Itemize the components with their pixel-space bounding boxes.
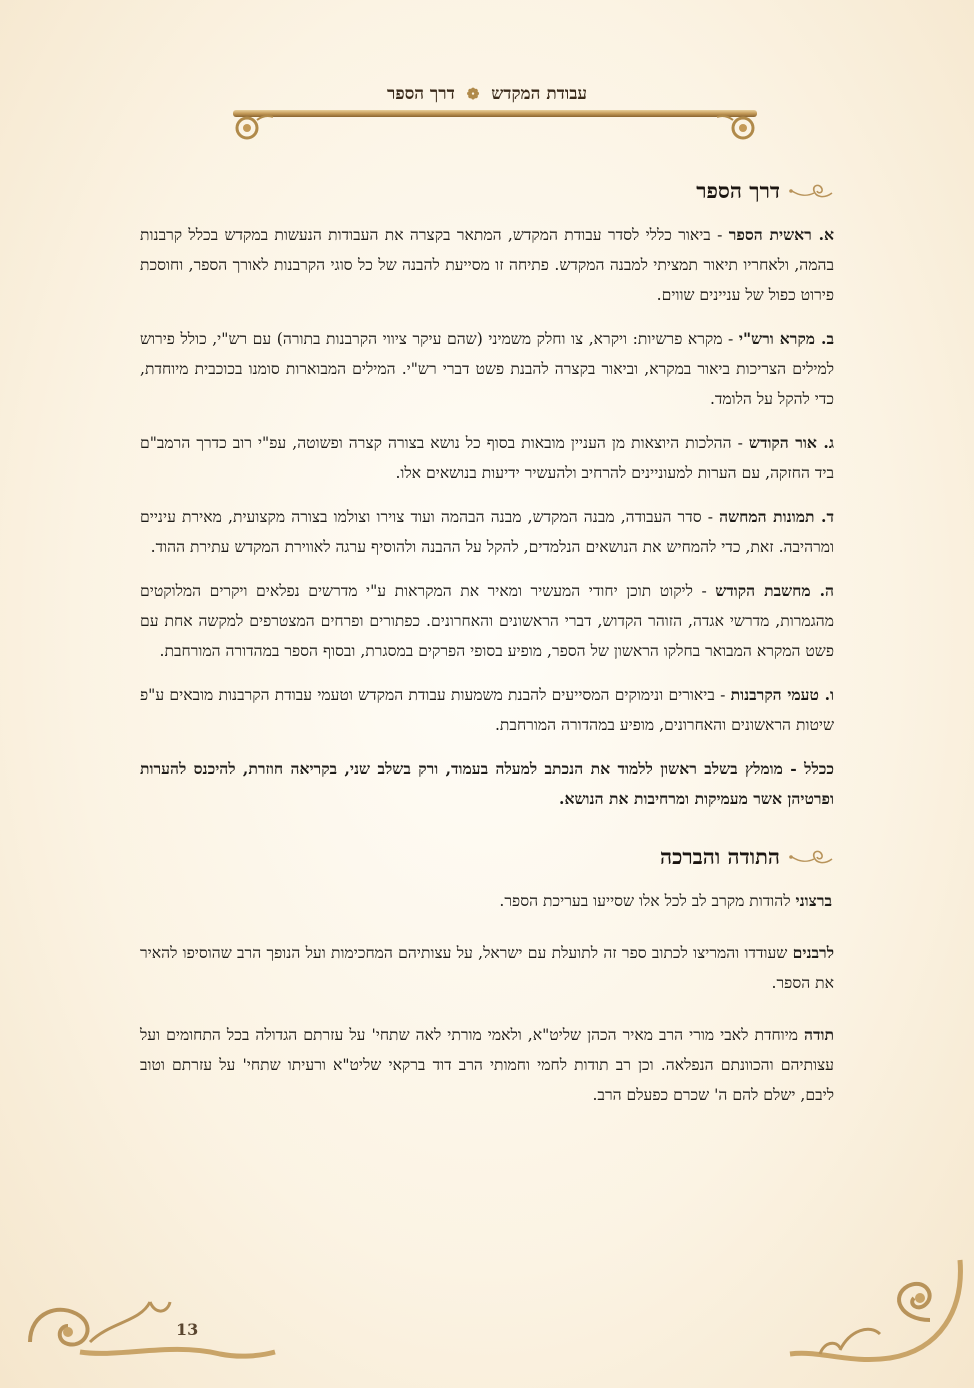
ack-paragraph-1: ברצוני להודות מקרב לב לכל אלו שסייעו בעריכת הספר. [499,891,832,910]
header-scroll-ornament-icon [225,106,765,142]
entry-f: ו. טעמי הקרבנות - ביאורים ונימוקים המסייעים להבנת משמעות עבודת המקדש וטעמי עבודת הקרבנות מובאים ע"פ שיטות הראשונים והאחרונים, מופיע במהדורה המורחבת. [140,685,834,734]
flourish-icon [788,181,834,201]
running-header [0,84,974,104]
entry-d: ד. תמונות המחשה - סדר העבודה, מבנה המקדש, מבנה הבהמה ועוד צוירו וצולמו בצורה מקצועית, מאירת עיניים ומרהיבה. זאת, כדי להמחיש את הנושאים הנלמדים, להקל על ההבנה ולהוסיף ערגה לאווירת המקדש עתירת ההוד. [140,507,834,556]
ack-paragraph-3: תודה מיוחדת לאבי מורי הרב מאיר הכהן שליט"א, ולאמי מורתי לאה שתחי' על עזרתם הגדולה בכל התחומים ועל עצותיהם והכוונתם הנפלאה. וכן רב תודות לחמי וחמותי הרב דוד ברקאי שליט"א ורעיתו שתחי' על עזרתם וטוב ליבם, ישלם להם ה' שכרם כפעלם הרב. [140,1025,834,1104]
section-heading-thanks [140,844,834,870]
entry-e: ה. מחשבת הקודש - ליקוט תוכן יחודי המעשיר ומאיר את המקראות ע"י מדרשים נפלאים ויקרים המלוקטים מהגמרות, מדרשי אגדה, הזוהר הקדוש, דברי הראשונים והאחרונים. כפתורים ופרחים המצטרפים למקשה אחת עם פשט המקרא המבואר בחלקו הראשון של הספר, מופיע בסופי הפרקים במסגרת, ובסוף הספר במהדורה המורחבת. [140,581,835,660]
corner-ornament-right-icon [780,1250,970,1376]
section-heading-text: התודה והברכה [660,844,780,869]
entry-a: א. ראשית הספר - ביאור כללי לסדר עבודת המקדש, המתאר בקצרה את העבודות הנעשות במקדש בכלל קרבנות בהמה, ולאחריו תיאור תמציתי למבנה המקדש. פתיחה זו מסייעת להבנה של כל סוגי הקרבנות לאורך הספר, וחוסכת פירוט כפול של עניינים שווים. [140,225,835,304]
ack-paragraph-2: לרבנים שעודדו והמריצו לכתוב ספר זה לתועלת עם ישראל, על עצותיהם המחכימות ועל הנופך הרב שהוסיפו להאיר את הספר. [140,943,834,992]
entry-b: ב. מקרא ורש"י - מקרא פרשיות: ויקרא, צו וחלק משמיני (שהם עיקר ציווי הקרבנות בתורה) עם רש"י, כולל פירוש למילים הצריכות ביאור במקרא, וביאור בקצרה להבנת פשט דברי רש"י. המילים המבוארות סומנו בכוכבית מיוחדת, כדי להקל על הלומד. [140,329,835,408]
flourish-icon [788,847,834,867]
book-title: עבודת המקדש [491,84,588,104]
chapter-title: דרך הספר [386,84,455,104]
corner-ornament-left-icon [20,1282,280,1372]
summary-note: ככלל - מומלץ בשלב ראשון ללמוד את הנכתב למעלה בעמוד, ורק בשלב שני, בקריאה חוזרת, להיכנס להערות ופרטיהן אשר מעמיקות ומרחיבות את הנושא. [140,759,834,808]
page-content [140,178,834,1132]
page-number: 13 [176,1320,199,1339]
section-heading-book-path [140,178,834,204]
section-heading-text: דרך הספר [696,178,780,203]
flower-icon: ❁ [466,85,480,103]
entry-c: ג. אור הקודש - ההלכות היוצאות מן העניין מובאות בסוף כל נושא בצורה קצרה ופשוטה, עפ"י רוב כדרך הרמב"ם ביד החזקה, עם הערות למעוניינים להרחיב ולהעשיר ידיעות בנושאים אלו. [140,433,834,482]
